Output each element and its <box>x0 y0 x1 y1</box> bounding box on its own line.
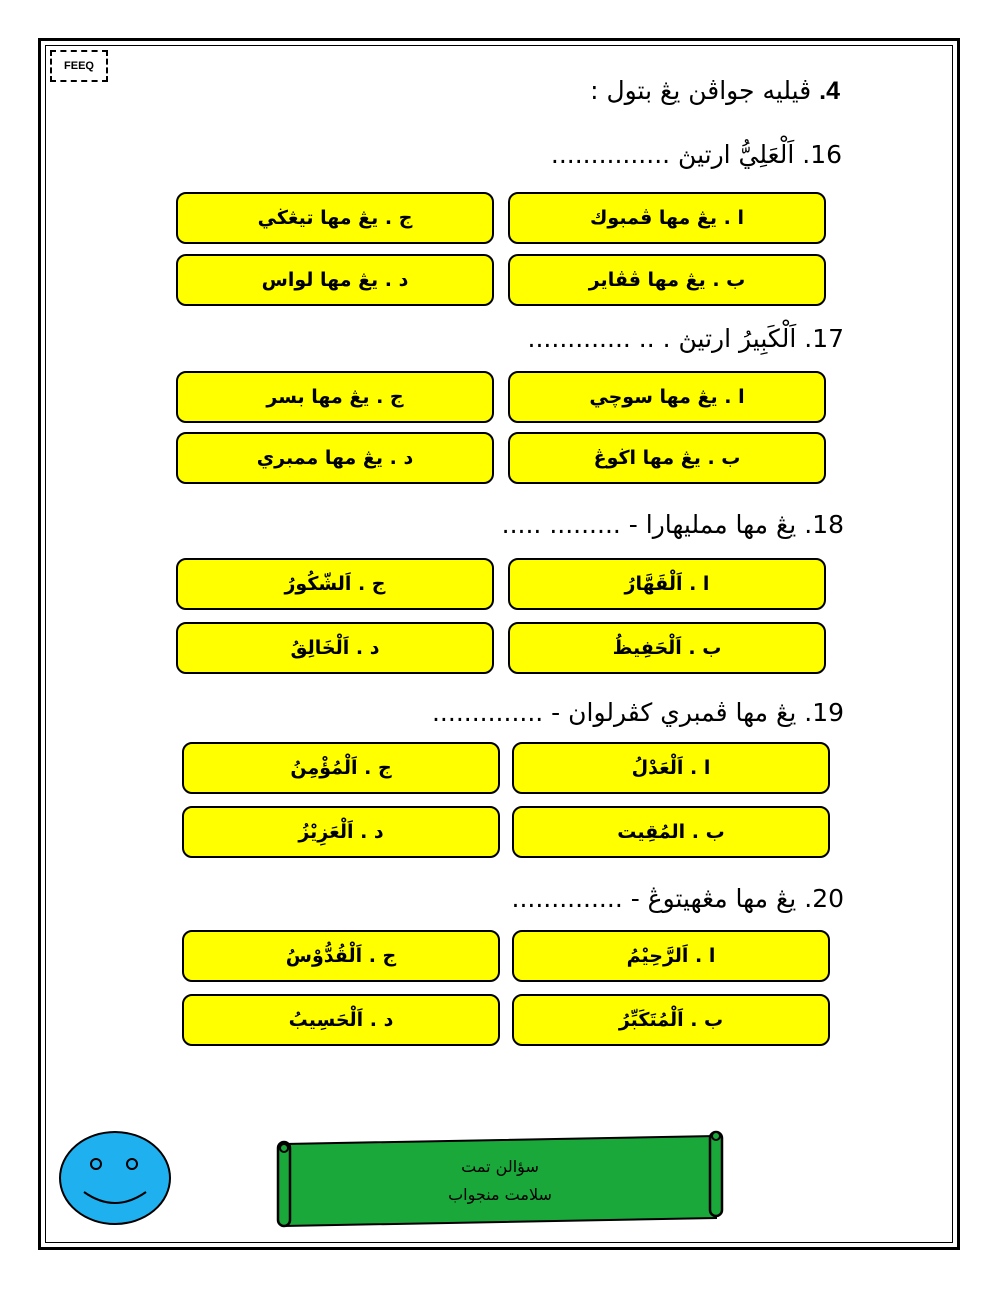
scroll-banner-text <box>290 1146 710 1216</box>
q18-option-b[interactable]: ب . اَلْحَفِيظُ <box>508 622 826 674</box>
question-18 <box>502 510 844 539</box>
q17-option-d[interactable]: د . يڠ مها ممبري <box>176 432 494 484</box>
q16-option-d[interactable]: د . يڠ مها لواس <box>176 254 494 306</box>
question-text: يڠ مها مڠهيتوڠ - .............. <box>511 884 797 913</box>
q18-option-a[interactable]: ا . اَلْقَهَّارُ <box>508 558 826 610</box>
q16-option-b[interactable]: ب . يڠ مها ڤڤاير <box>508 254 826 306</box>
question-19 <box>432 698 844 727</box>
q20-option-d[interactable]: د . اَلْحَسِيبُ <box>182 994 500 1046</box>
q19-option-c[interactable]: ج . اَلْمُؤْمِنُ <box>182 742 500 794</box>
q17-option-b[interactable]: ب . يڠ مها اڬوڠ <box>508 432 826 484</box>
question-number: 16. <box>802 140 842 169</box>
q16-option-c[interactable]: ج . يڠ مها تيڠڬي <box>176 192 494 244</box>
smiley-face-icon <box>58 1130 172 1226</box>
footer-line-2: سلامت منجواب <box>448 1185 552 1204</box>
section-number: 4. <box>819 77 840 105</box>
q19-option-d[interactable]: د . اَلْعَزِيْزُ <box>182 806 500 858</box>
question-text: اَلْعَلِيُّ ارتيڽ ............... <box>550 140 795 169</box>
q18-option-d[interactable]: د . اَلْخَالِقُ <box>176 622 494 674</box>
question-text: اَلْكَبِيرُ ارتيڽ . .. ............. <box>527 324 797 353</box>
question-16 <box>551 140 842 169</box>
question-number: 17. <box>804 324 844 353</box>
question-number: 19. <box>804 698 844 727</box>
section-instruction: ڤيليه جواڤن يڠ بتول : <box>590 76 812 105</box>
q17-option-c[interactable]: ج . يڠ مها بسر <box>176 371 494 423</box>
question-20 <box>512 884 844 913</box>
q20-option-c[interactable]: ج . اَلْقُدُّوْسُ <box>182 930 500 982</box>
question-text: يڠ مها ممليهارا - ......... ..... <box>501 510 797 539</box>
q19-option-a[interactable]: ا . اَلْعَدْلُ <box>512 742 830 794</box>
section-heading <box>590 76 840 106</box>
q16-option-a[interactable]: ا . يڠ مها ڤمبوك <box>508 192 826 244</box>
q18-option-c[interactable]: ج . اَلشّكُورُ <box>176 558 494 610</box>
question-17 <box>528 324 844 353</box>
question-number: 20. <box>804 884 844 913</box>
q20-option-b[interactable]: ب . اَلْمُتَكَبِّرُ <box>512 994 830 1046</box>
q20-option-a[interactable]: ا . اَلرَّحِيْمُ <box>512 930 830 982</box>
feeq-tag: FEEQ <box>50 50 108 82</box>
q17-option-a[interactable]: ا . يڠ مها سوچي <box>508 371 826 423</box>
question-text: يڠ مها ڤمبري كڤرلوان - .............. <box>431 698 797 727</box>
footer-line-1: سؤالن تمت <box>461 1157 539 1176</box>
q19-option-b[interactable]: ب . المُقِيت <box>512 806 830 858</box>
question-number: 18. <box>804 510 844 539</box>
